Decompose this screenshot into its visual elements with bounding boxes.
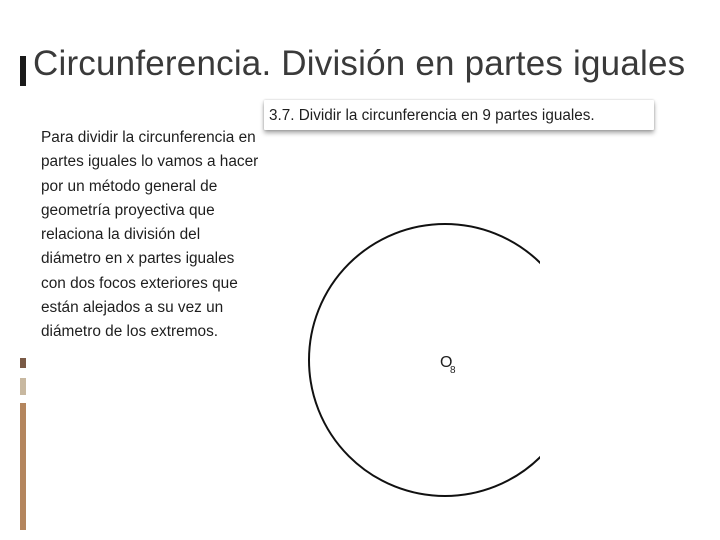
center-point-subscript: 8 (450, 365, 456, 376)
circle-figure (300, 210, 540, 520)
body-paragraph: Para dividir la circunferencia en partes iguales lo vamos a hacer por un método general de geometría proyectiva que relaciona la división del diámetro en x partes iguales con dos focos exteriores que están alejados a su vez un diámetro de los extremos. (41, 129, 259, 341)
center-point-label: O (440, 354, 453, 371)
circumference (309, 224, 540, 496)
slide-title: Circunferencia. División en partes iguales (33, 44, 686, 83)
caption-box (264, 100, 654, 130)
caption-text: 3.7. Dividir la circunferencia en 9 partes iguales. (269, 107, 595, 124)
title-accent-bar (20, 56, 26, 86)
accent-strip-light (20, 378, 26, 395)
accent-strip-tan (20, 403, 26, 530)
accent-strip-dark (20, 358, 26, 368)
